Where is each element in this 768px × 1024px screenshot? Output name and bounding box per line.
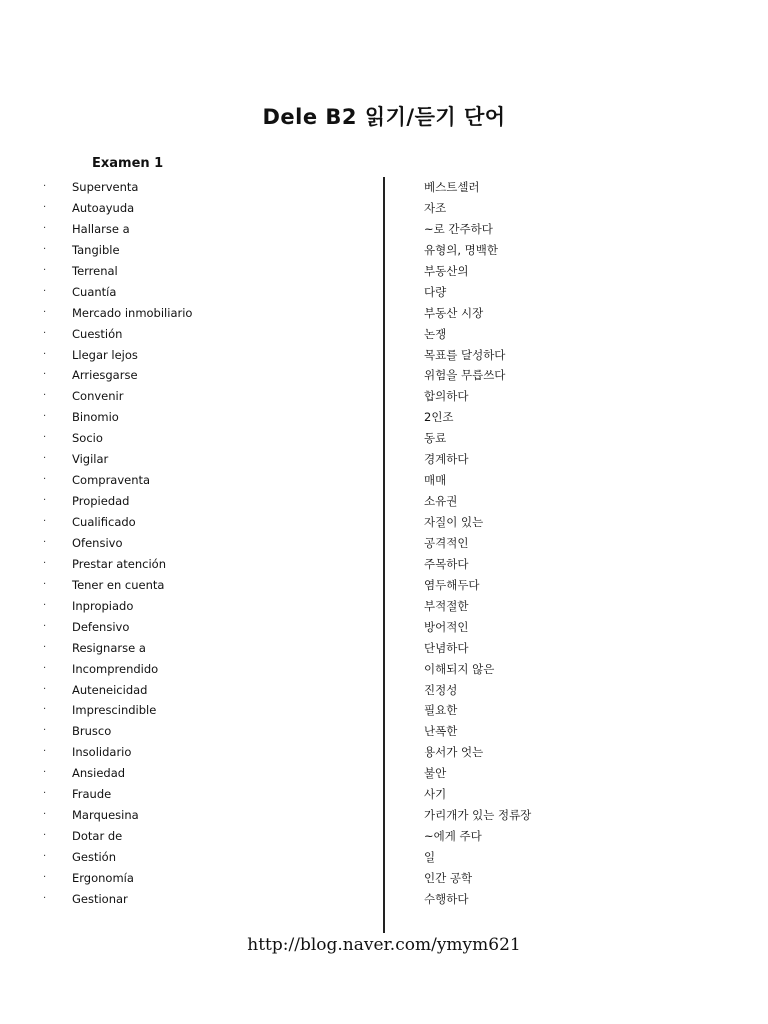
vocabulary-row <box>0 639 768 660</box>
korean-meaning: 필요한 <box>424 703 458 718</box>
bullet-icon: · <box>43 641 47 653</box>
bullet-icon: · <box>43 495 47 507</box>
spanish-term: Defensivo <box>72 619 130 634</box>
korean-meaning: 난폭한 <box>424 724 458 739</box>
bullet-icon: · <box>43 306 47 318</box>
korean-meaning: 용서가 엇는 <box>424 745 484 760</box>
vocabulary-row <box>0 199 768 220</box>
korean-meaning: 논쟁 <box>424 326 447 341</box>
spanish-term: Vigilar <box>72 452 109 467</box>
bullet-icon: · <box>43 390 47 402</box>
spanish-term: Ansiedad <box>72 766 126 781</box>
spanish-term: Cualificado <box>72 515 136 529</box>
spanish-term: Ofensivo <box>72 535 123 550</box>
korean-meaning: 합의하다 <box>424 389 469 404</box>
bullet-icon: · <box>43 662 47 674</box>
korean-meaning: 목표를 달성하다 <box>424 347 506 362</box>
vocabulary-row <box>0 827 768 848</box>
bullet-icon: · <box>43 871 47 883</box>
spanish-term: Gestión <box>72 850 117 864</box>
vocabulary-row <box>0 576 768 597</box>
vocabulary-row <box>0 785 768 806</box>
vocabulary-row <box>0 806 768 827</box>
vocabulary-row <box>0 869 768 890</box>
spanish-term: Binomio <box>72 410 119 425</box>
spanish-term: Incomprendido <box>72 661 159 676</box>
vocabulary-row <box>0 429 768 450</box>
korean-meaning: ~로 간주하다 <box>424 221 493 236</box>
korean-meaning: 인간 공학 <box>424 870 473 885</box>
spanish-term: Hallarse a <box>72 221 130 236</box>
spanish-term: Arriesgarse <box>72 368 138 383</box>
bullet-icon: · <box>43 704 47 716</box>
vocabulary-row <box>0 660 768 681</box>
vocabulary-row <box>0 220 768 241</box>
korean-meaning: 주목하다 <box>424 556 469 571</box>
spanish-term: Convenir <box>72 389 124 404</box>
bullet-icon: · <box>43 725 47 737</box>
vocabulary-row <box>0 681 768 702</box>
vocabulary-list <box>0 178 768 911</box>
vocabulary-row <box>0 471 768 492</box>
korean-meaning: ~에게 주다 <box>424 829 482 844</box>
vocabulary-row <box>0 262 768 283</box>
spanish-term: Autoayuda <box>72 200 135 215</box>
vocabulary-row <box>0 178 768 199</box>
bullet-icon: · <box>43 892 47 904</box>
spanish-term: Propiedad <box>72 494 130 509</box>
spanish-term: Dotar de <box>72 829 123 844</box>
vocabulary-row <box>0 283 768 304</box>
bullet-icon: · <box>43 578 47 590</box>
spanish-term: Cuestión <box>72 326 123 341</box>
korean-meaning: 가리개가 있는 정류장 <box>424 808 532 823</box>
vocabulary-row <box>0 848 768 869</box>
vocabulary-row <box>0 450 768 471</box>
bullet-icon: · <box>43 536 47 548</box>
bullet-icon: · <box>43 222 47 234</box>
bullet-icon: · <box>43 767 47 779</box>
korean-meaning: 소유권 <box>424 494 458 509</box>
bullet-icon: · <box>43 683 47 695</box>
vocabulary-row <box>0 513 768 534</box>
korean-meaning: 진정성 <box>424 682 458 697</box>
vocabulary-row <box>0 722 768 743</box>
bullet-icon: · <box>43 285 47 297</box>
footer-url: http://blog.naver.com/ymym621 <box>247 935 521 955</box>
vocabulary-row <box>0 534 768 555</box>
spanish-term: Gestionar <box>72 891 128 906</box>
korean-meaning: 위험을 무릅쓰다 <box>424 368 506 383</box>
bullet-icon: · <box>43 788 47 800</box>
vocabulary-row <box>0 618 768 639</box>
korean-meaning: 염두해두다 <box>424 577 480 592</box>
vocabulary-row <box>0 597 768 618</box>
bullet-icon: · <box>43 243 47 255</box>
spanish-term: Llegar lejos <box>72 347 138 362</box>
vocabulary-row <box>0 555 768 576</box>
korean-meaning: 유형의, 명백한 <box>424 242 498 257</box>
bullet-icon: · <box>43 453 47 465</box>
document-title: Dele B2 읽기/듣기 단어 <box>262 105 506 129</box>
vocabulary-row <box>0 408 768 429</box>
bullet-icon: · <box>43 809 47 821</box>
spanish-term: Mercado inmobiliario <box>72 305 193 320</box>
bullet-icon: · <box>43 746 47 758</box>
korean-meaning: 공격적인 <box>424 535 469 550</box>
bullet-icon: · <box>43 516 47 527</box>
spanish-term: Tangible <box>72 242 120 257</box>
spanish-term: Fraude <box>72 787 112 802</box>
bullet-icon: · <box>43 432 47 444</box>
spanish-term: Superventa <box>72 180 139 194</box>
bullet-icon: · <box>43 264 47 276</box>
korean-meaning: 부동산 시장 <box>424 305 484 320</box>
korean-meaning: 수행하다 <box>424 891 469 906</box>
bullet-icon: · <box>43 348 47 360</box>
vocabulary-row <box>0 325 768 346</box>
spanish-term: Auteneicidad <box>72 682 148 697</box>
spanish-term: Tener en cuenta <box>72 577 165 592</box>
spanish-term: Cuantía <box>72 284 117 299</box>
spanish-term: Brusco <box>72 724 112 739</box>
bullet-icon: · <box>43 369 47 381</box>
vocabulary-row <box>0 701 768 722</box>
bullet-icon: · <box>43 620 47 632</box>
bullet-icon: · <box>43 327 47 339</box>
korean-meaning: 2인조 <box>424 410 454 425</box>
bullet-icon: · <box>43 851 47 862</box>
vocabulary-row <box>0 387 768 408</box>
vocabulary-row <box>0 241 768 262</box>
spanish-term: Ergonomía <box>72 870 134 885</box>
korean-meaning: 부적절한 <box>424 598 469 613</box>
korean-meaning: 일 <box>424 850 436 864</box>
korean-meaning: 동료 <box>424 431 447 446</box>
spanish-term: Marquesina <box>72 808 139 823</box>
vocabulary-row <box>0 492 768 513</box>
bullet-icon: · <box>43 474 47 486</box>
korean-meaning: 방어적인 <box>424 619 469 634</box>
bullet-icon: · <box>43 411 47 423</box>
vocabulary-row <box>0 304 768 325</box>
spanish-term: Inpropiado <box>72 598 134 613</box>
bullet-icon: · <box>43 201 47 213</box>
vocabulary-row <box>0 346 768 367</box>
korean-meaning: 불안 <box>424 766 447 781</box>
korean-meaning: 단념하다 <box>424 640 469 655</box>
spanish-term: Terrenal <box>72 263 118 278</box>
spanish-term: Compraventa <box>72 473 151 488</box>
spanish-term: Socio <box>72 431 103 446</box>
bullet-icon: · <box>43 557 47 569</box>
section-heading: Examen 1 <box>92 156 164 171</box>
korean-meaning: 베스트셀러 <box>424 180 480 194</box>
spanish-term: Prestar atención <box>72 556 166 571</box>
korean-meaning: 사기 <box>424 787 447 802</box>
spanish-term: Imprescindible <box>72 703 157 718</box>
vocabulary-row <box>0 366 768 387</box>
korean-meaning: 매매 <box>424 473 447 488</box>
vocabulary-row <box>0 890 768 911</box>
bullet-icon: · <box>43 181 47 192</box>
spanish-term: Resignarse a <box>72 640 146 655</box>
korean-meaning: 자질이 있는 <box>424 515 484 529</box>
korean-meaning: 이해되지 않은 <box>424 661 495 676</box>
bullet-icon: · <box>43 599 47 611</box>
bullet-icon: · <box>43 830 47 842</box>
vocabulary-row <box>0 764 768 785</box>
spanish-term: Insolidario <box>72 745 132 760</box>
vocabulary-row <box>0 743 768 764</box>
korean-meaning: 다량 <box>424 284 447 299</box>
korean-meaning: 경계하다 <box>424 452 469 467</box>
korean-meaning: 부동산의 <box>424 263 469 278</box>
korean-meaning: 자조 <box>424 200 447 215</box>
